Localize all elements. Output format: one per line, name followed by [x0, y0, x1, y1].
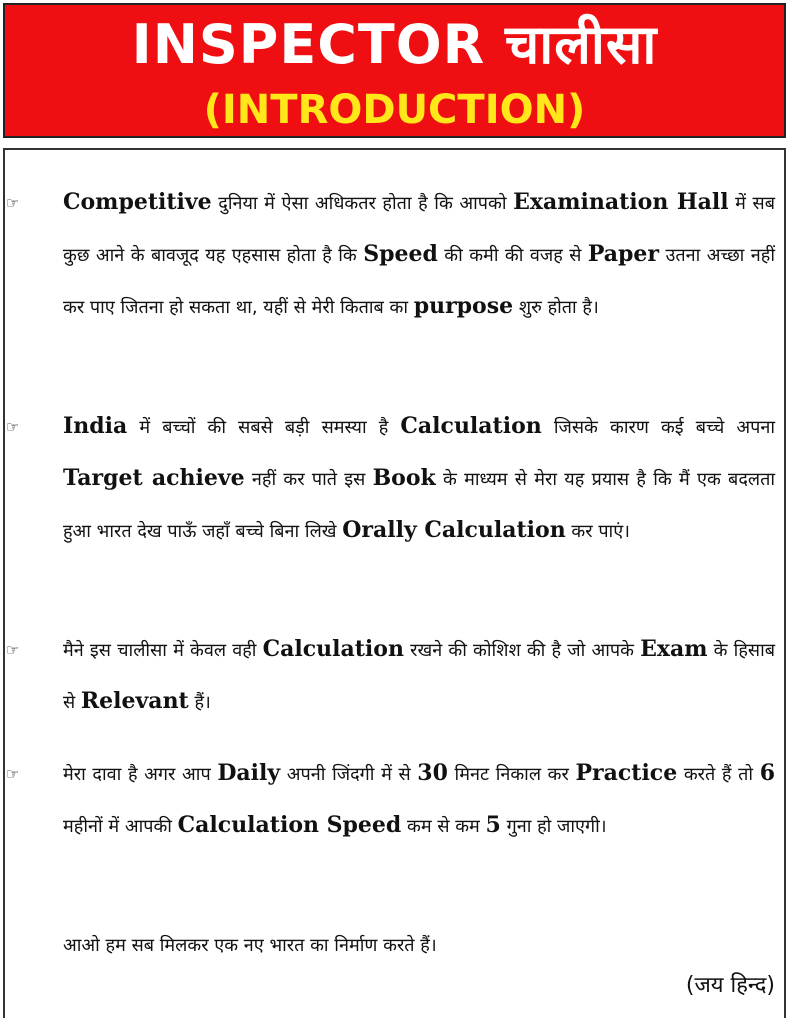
text-run: कर पाएं।: [565, 521, 630, 542]
keyword: 6: [759, 760, 776, 786]
paragraph-text: [63, 748, 775, 852]
keyword: Calculation: [262, 636, 404, 662]
keyword: India: [63, 413, 128, 439]
paragraph-text: [63, 401, 775, 557]
signoff: (जय हिन्द): [685, 973, 775, 998]
text-run: महीनों में आपकी: [63, 816, 178, 837]
text-run: करते हैं तो: [677, 764, 760, 785]
text-run: के हिसाब से: [63, 640, 776, 713]
text-run: शुरु होता है।: [513, 297, 599, 318]
keyword: Competitive: [63, 189, 212, 215]
keyword: Speed: [363, 241, 438, 267]
keyword: Paper: [587, 241, 660, 267]
text-run: में सब कुछ आने के बावजूद यह एहसास होता है कि: [63, 193, 775, 266]
keyword: Daily: [217, 760, 281, 786]
keyword: Examination Hall: [513, 189, 729, 215]
keyword: Target achieve: [63, 465, 245, 491]
keyword: Exam: [640, 636, 708, 662]
paragraph-text: [63, 624, 775, 728]
keyword: Book: [372, 465, 436, 491]
keyword: Orally Calculation: [342, 517, 566, 543]
closing-line: आओ हम सब मिलकर एक नए भारत का निर्माण करते हैं।: [63, 935, 437, 956]
keyword: Calculation: [400, 413, 542, 439]
text-run: दुनिया में ऐसा अधिकतर होता है कि आपको: [211, 193, 514, 214]
text-run: मिनट निकाल कर: [447, 764, 576, 785]
keyword: 5: [485, 812, 501, 838]
pointing-hand-icon: ☞: [6, 641, 20, 659]
text-run: के माध्यम से मेरा यह प्रयास है कि मैं एक बदलता हुआ भारत देख पाऊँ जहाँ बच्चे बिना लिखे: [63, 469, 776, 542]
keyword: Relevant: [80, 688, 189, 714]
text-run: मेरा दावा है अगर आप: [63, 764, 218, 785]
keyword: Calculation Speed: [177, 812, 402, 838]
title-banner: [3, 3, 786, 138]
page-subtitle: (INTRODUCTION): [203, 87, 586, 133]
keyword: purpose: [413, 293, 514, 319]
paragraph-text: [63, 177, 775, 333]
pointing-hand-icon: ☞: [6, 418, 20, 436]
page-title: INSPECTOR चालीसा: [131, 13, 658, 76]
text-run: अपनी जिंदगी में से: [280, 764, 418, 785]
text-run: रखने की कोशिश की है जो आपके: [403, 640, 641, 661]
text-run: गुना हो जाएगी।: [500, 816, 607, 837]
pointing-hand-icon: ☞: [6, 765, 20, 783]
text-run: कम से कम: [401, 816, 486, 837]
keyword: 30: [417, 760, 448, 786]
text-run: उतना अच्छा नहीं कर पाए जितना हो सकता था, यहीं से मेरी किताब का: [63, 245, 776, 318]
text-run: जिसके कारण कई बच्चे अपना: [541, 417, 775, 438]
text-run: मैने इस चालीसा में केवल वही: [63, 640, 263, 661]
text-run: में बच्चों की सबसे बड़ी समस्या है: [127, 417, 401, 438]
text-run: की कमी की वजह से: [437, 245, 588, 266]
text-run: नहीं कर पाते इस: [244, 469, 373, 490]
pointing-hand-icon: ☞: [6, 194, 20, 212]
text-run: हैं।: [188, 692, 211, 713]
keyword: Practice: [575, 760, 678, 786]
